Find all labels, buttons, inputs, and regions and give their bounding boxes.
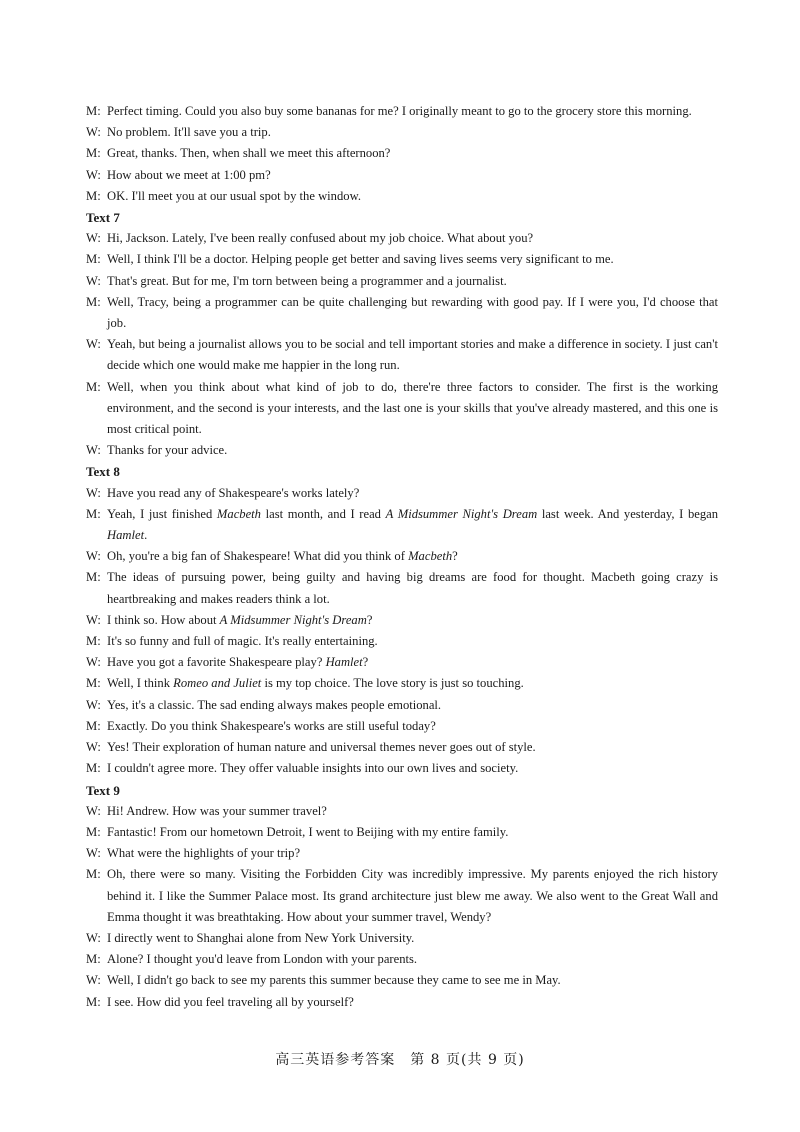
dialogue-line (86, 949, 718, 970)
dialogue-line (86, 567, 718, 609)
work-title: Romeo and Juliet (173, 676, 262, 691)
utterance-text: Oh, there were so many. Visiting the Forbidden City was incredibly impressive. My parents enjoyed the rich history behind it. I like the Summer Palace most. Its grand architecture just blew me away. We also went to the Great Wall and Emma thought it was breathtaking. How about your summer travel, Wendy? (107, 867, 718, 924)
speaker-label: M: (86, 294, 101, 309)
speaker-label: W: (86, 697, 101, 712)
dialogue-line (86, 970, 718, 991)
utterance-text: Perfect timing. Could you also buy some bananas for me? I originally meant to go to the grocery store this morning. (107, 104, 692, 118)
speaker-label: M: (86, 104, 101, 118)
work-title: Hamlet (107, 528, 145, 543)
speaker-label: M: (86, 146, 101, 161)
dialogue-body (86, 101, 718, 1013)
utterance-text: No problem. It'll save you a trip. (107, 125, 271, 140)
work-title: Macbeth (408, 549, 453, 564)
utterance-text (107, 613, 372, 627)
utterance-segment: Well, I think (107, 676, 174, 691)
utterance-text: It's so funny and full of magic. It's really entertaining. (107, 634, 378, 649)
speaker-label: M: (86, 718, 101, 733)
utterance-segment: . (144, 528, 148, 543)
page-footer: 高三英语参考答案 第 8 页(共 9 页) (275, 1052, 525, 1068)
utterance-text: Well, when you think about what kind of job to do, there're three factors to consider. The first is the working environment, and the second is your interests, and the last one is your skills that you've already mastered, and this one is most critical point. (107, 379, 718, 437)
utterance-segment: last month, and I read (260, 506, 386, 521)
utterance-text: Yeah, but being a journalist allows you to be social and tell important stories and make a difference in society. I just can't decide which one would make me happier in the long run. (107, 337, 718, 373)
dialogue-line (86, 992, 718, 1013)
dialogue-line (86, 101, 718, 122)
utterance-text (107, 549, 458, 563)
dialogue-line (86, 758, 718, 779)
speaker-label: W: (86, 167, 101, 182)
speaker-label: W: (86, 655, 101, 670)
speaker-label: W: (86, 337, 101, 352)
utterance-text: Well, I think I'll be a doctor. Helping people get better and saving lives seems very significant to me. (107, 252, 614, 267)
dialogue-line (86, 928, 718, 949)
speaker-label: M: (86, 379, 101, 394)
dialogue-line (86, 292, 718, 334)
dialogue-line (86, 610, 718, 631)
speaker-label: W: (86, 973, 101, 988)
section-heading: Text 8 (86, 464, 120, 480)
dialogue-line (86, 822, 718, 843)
speaker-label: M: (86, 867, 101, 882)
dialogue-line (86, 631, 718, 652)
utterance-text (107, 676, 524, 690)
speaker-label: M: (86, 676, 101, 691)
dialogue-line (86, 377, 718, 441)
work-title: A Midsummer Night's Dream (385, 506, 538, 521)
utterance-text: I directly went to Shanghai alone from New York University. (107, 930, 415, 945)
dialogue-line (86, 249, 718, 270)
speaker-label: M: (86, 761, 101, 776)
speaker-label: M: (86, 188, 101, 203)
speaker-label: M: (86, 252, 101, 267)
utterance-text: What were the highlights of your trip? (107, 846, 301, 861)
dialogue-line (86, 695, 718, 716)
speaker-label: W: (86, 846, 101, 861)
work-title: Macbeth (216, 506, 261, 521)
utterance-text: Yes, it's a classic. The sad ending always makes people emotional. (107, 697, 442, 712)
utterance-text: Great, thanks. Then, when shall we meet this afternoon? (107, 146, 391, 161)
utterance-text: Well, I didn't go back to see my parents this summer because they came to see me in May. (107, 973, 561, 988)
work-title: Hamlet (325, 655, 363, 670)
speaker-label: M: (86, 506, 101, 521)
dialogue-line (86, 843, 718, 864)
utterance-segment: ? (452, 549, 458, 564)
dialogue-line (86, 716, 718, 737)
utterance-segment: Oh, you're a big fan of Shakespeare! What did you think of (107, 549, 409, 564)
utterance-segment: last week. And yesterday, I began (537, 506, 719, 521)
dialogue-line (86, 165, 718, 186)
dialogue-line (86, 801, 718, 822)
dialogue-line (86, 143, 718, 164)
dialogue-line (86, 504, 718, 546)
speaker-label: W: (86, 443, 101, 458)
utterance-text: Hi! Andrew. How was your summer travel? (107, 803, 327, 818)
dialogue-line (86, 271, 718, 292)
dialogue-line (86, 673, 718, 694)
speaker-label: W: (86, 231, 101, 246)
dialogue-line (86, 546, 718, 567)
utterance-text: That's great. But for me, I'm torn between being a programmer and a journalist. (107, 273, 507, 288)
section-heading: Text 7 (86, 210, 120, 226)
utterance-segment: Yeah, I just finished (107, 506, 217, 521)
dialogue-line (86, 652, 718, 673)
dialogue-line (86, 864, 718, 928)
utterance-text: Exactly. Do you think Shakespeare's works are still useful today? (107, 718, 436, 733)
speaker-label: W: (86, 740, 101, 755)
speaker-label: W: (86, 930, 101, 945)
utterance-text: Thanks for your advice. (107, 443, 228, 458)
utterance-text: Hi, Jackson. Lately, I've been really confused about my job choice. What about you? (107, 231, 534, 246)
speaker-label: M: (86, 634, 101, 649)
speaker-label: M: (86, 824, 101, 839)
utterance-text: Fantastic! From our hometown Detroit, I went to Beijing with my entire family. (107, 824, 509, 839)
dialogue-line (86, 737, 718, 758)
utterance-text: Alone? I thought you'd leave from London with your parents. (107, 952, 418, 967)
speaker-label: W: (86, 485, 101, 500)
utterance-text (107, 655, 368, 669)
section-heading: Text 9 (86, 782, 120, 798)
utterance-text: I couldn't agree more. They offer valuable insights into our own lives and society. (107, 761, 519, 776)
speaker-label: W: (86, 125, 101, 140)
dialogue-line (86, 122, 718, 143)
utterance-text: Yes! Their exploration of human nature and universal themes never goes out of style. (107, 740, 536, 755)
utterance-text: Well, Tracy, being a programmer can be quite challenging but rewarding with good pay. If I were you, I'd choose that job. (107, 294, 718, 331)
speaker-label: M: (86, 952, 101, 967)
speaker-label: W: (86, 273, 101, 288)
utterance-text (107, 507, 718, 542)
utterance-text: I see. How did you feel traveling all by yourself? (107, 994, 354, 1009)
utterance-text: Have you read any of Shakespeare's works lately? (107, 485, 360, 500)
dialogue-line (86, 483, 718, 504)
speaker-label: M: (86, 994, 101, 1009)
utterance-text: The ideas of pursuing power, being guilty and having big dreams are food for thought. Macbeth going crazy is heartbreaking and makes readers think a lot. (107, 570, 718, 606)
dialogue-line (86, 334, 718, 376)
utterance-text: OK. I'll meet you at our usual spot by the window. (107, 188, 361, 203)
utterance-segment: I think so. How about (107, 612, 220, 627)
work-title: A Midsummer Night's Dream (219, 612, 367, 627)
utterance-text: How about we meet at 1:00 pm? (107, 167, 271, 182)
utterance-segment: Have you got a favorite Shakespeare play? (107, 655, 326, 670)
speaker-label: W: (86, 612, 101, 627)
dialogue-line (86, 186, 718, 207)
utterance-segment: ? (366, 612, 373, 627)
speaker-label: M: (86, 570, 101, 585)
utterance-segment: is my top choice. The love story is just so touching. (261, 676, 524, 691)
utterance-segment: ? (362, 655, 369, 670)
speaker-label: W: (86, 803, 101, 818)
dialogue-line (86, 228, 718, 249)
speaker-label: W: (86, 549, 101, 564)
dialogue-line (86, 440, 718, 461)
